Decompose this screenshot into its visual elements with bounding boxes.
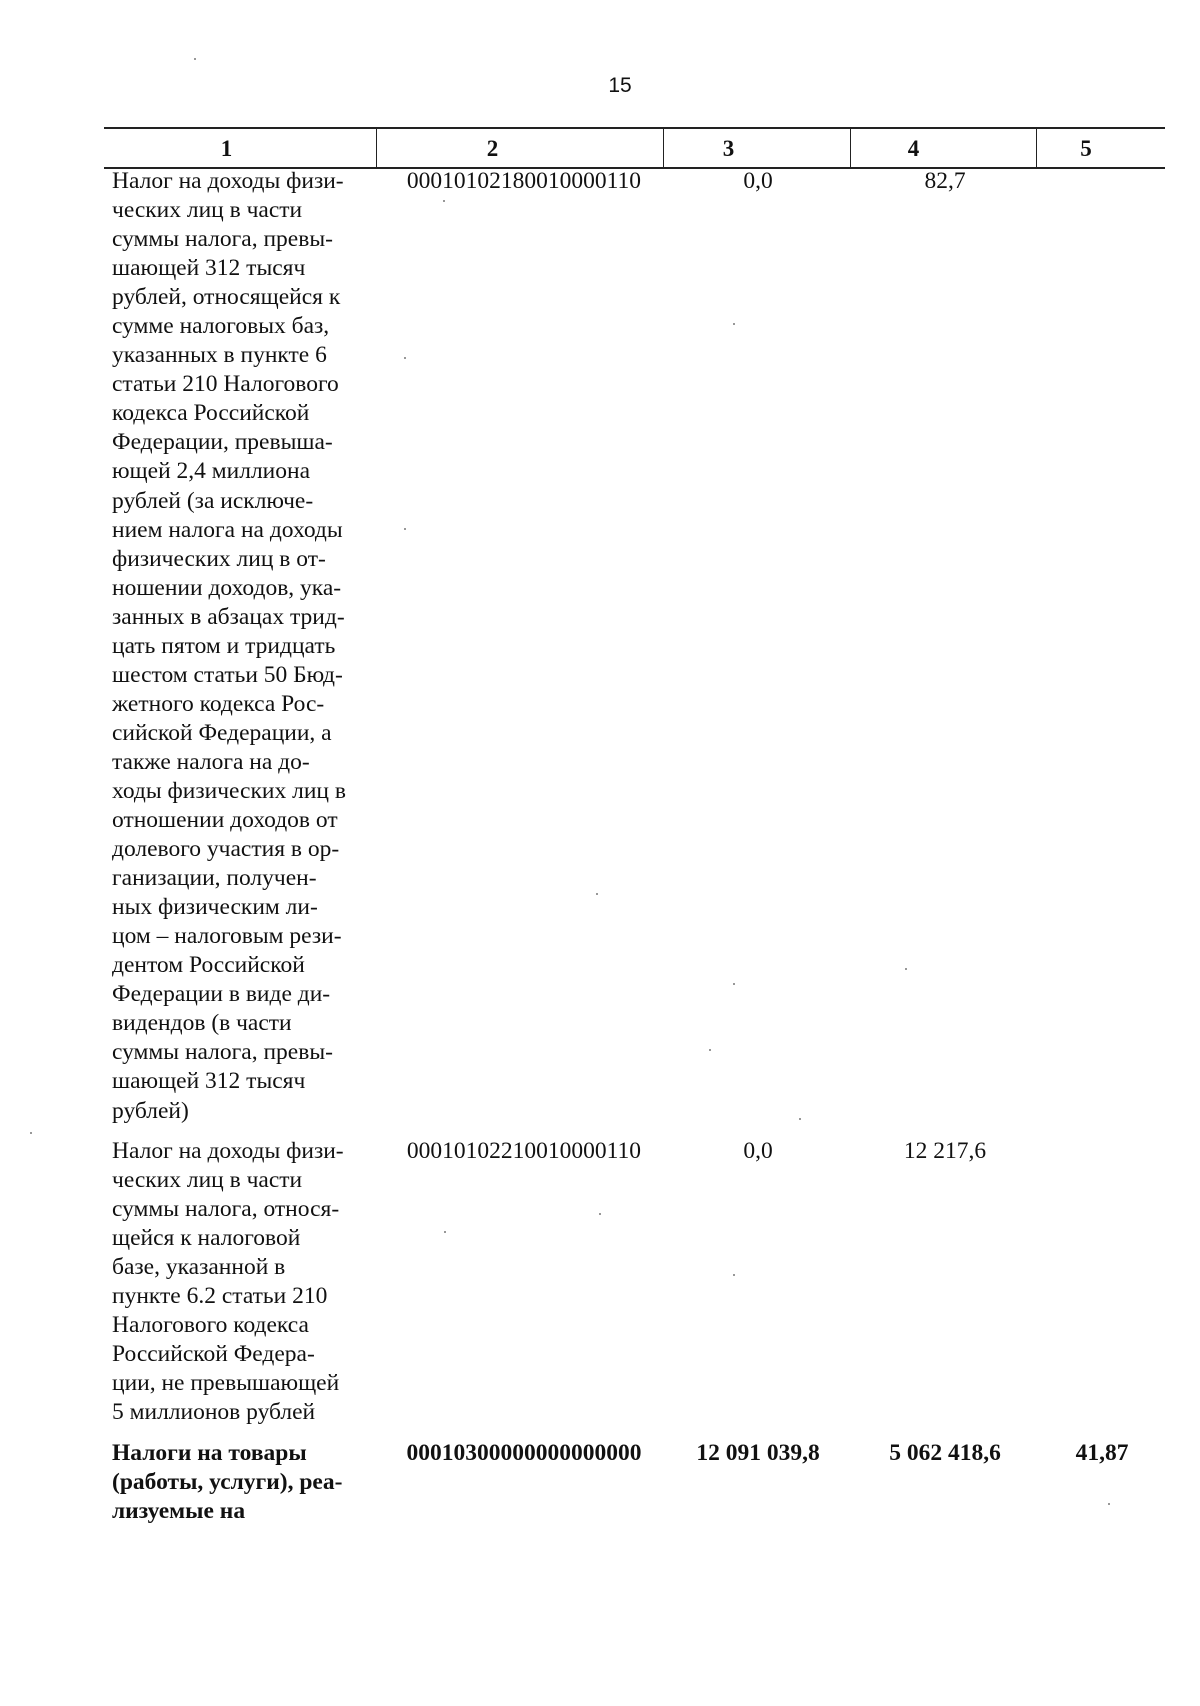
description-line: цать пятом и тридцать <box>112 632 336 659</box>
description-line: ных физическим ли- <box>112 894 318 921</box>
description-line: сумме налоговых баз, <box>112 313 330 340</box>
description-line: (работы, услуги), реа- <box>112 1469 343 1496</box>
description-line: Налогового кодекса <box>112 1312 309 1339</box>
budget-code: 00010102180010000110 <box>406 168 642 194</box>
description-line: кодекса Российской <box>112 400 310 427</box>
description-line: также налога на до- <box>112 748 310 775</box>
description-line: рублей) <box>112 1097 189 1124</box>
description-line: ческих лиц в части <box>112 197 303 224</box>
value-column-3: 12 091 039,8 <box>696 1440 820 1466</box>
value-column-5: 41,87 <box>1075 1440 1129 1466</box>
description-line: указанных в пункте 6 <box>112 342 327 369</box>
column-header-2: 2 <box>486 136 499 161</box>
description-line: физических лиц в от- <box>112 545 326 572</box>
description-line: ганизации, получен- <box>112 865 317 892</box>
scan-speck <box>596 893 598 895</box>
description-line: ходы физических лиц в <box>112 777 346 804</box>
column-header-3: 3 <box>722 136 735 161</box>
description-line: нием налога на доходы <box>112 516 343 543</box>
value-column-3: 0,0 <box>743 168 773 194</box>
column-divider <box>1036 129 1037 167</box>
description-line: базе, указанной в <box>112 1254 286 1281</box>
row-description <box>112 1137 368 1427</box>
value-column-4: 82,7 <box>924 168 966 194</box>
description-line: жетного кодекса Рос- <box>112 690 325 717</box>
description-line: ющей 2,4 миллиона <box>112 458 311 485</box>
description-line: лизуемые на <box>112 1498 246 1525</box>
description-line: сийской Федерации, а <box>112 719 332 746</box>
scan-speck <box>733 323 735 325</box>
description-line: Налоги на товары <box>112 1440 307 1466</box>
description-line: занных в абзацах трид- <box>112 603 345 630</box>
description-line: статьи 210 Налогового <box>112 371 339 398</box>
description-line: шестом статьи 50 Бюд- <box>112 661 343 688</box>
description-line: суммы налога, относя- <box>112 1196 340 1223</box>
scan-speck <box>799 1118 801 1120</box>
description-line: дентом Российской <box>112 952 305 979</box>
description-line: Федерации в виде ди- <box>112 981 331 1008</box>
description-line: цом – налоговым рези- <box>112 923 342 950</box>
scan-speck <box>30 1132 32 1134</box>
column-header-5: 5 <box>1080 136 1092 161</box>
description-line: щейся к налоговой <box>112 1225 301 1252</box>
description-line: ношении доходов, ука- <box>112 574 342 601</box>
value-column-4: 12 217,6 <box>903 1138 987 1164</box>
description-line: Федерации, превыша- <box>112 429 333 456</box>
description-line: шающей 312 тысяч <box>112 1068 306 1095</box>
row-description <box>112 167 368 1126</box>
scan-speck <box>733 1274 735 1276</box>
column-header-4: 4 <box>907 136 920 161</box>
description-line: рублей (за исключе- <box>112 487 314 514</box>
scan-speck <box>599 1213 601 1215</box>
budget-table <box>104 127 1165 1525</box>
scan-speck <box>709 1049 711 1051</box>
column-divider <box>850 129 851 167</box>
description-line: долевого участия в ор- <box>112 836 340 863</box>
scan-speck <box>444 1231 446 1233</box>
budget-code: 00010300000000000000 <box>406 1440 642 1466</box>
column-divider <box>376 129 377 167</box>
description-line: рублей, относящейся к <box>112 284 341 311</box>
description-line: шающей 312 тысяч <box>112 255 306 282</box>
row-description <box>112 1439 368 1526</box>
scan-speck <box>1108 1503 1110 1505</box>
description-line: суммы налога, превы- <box>112 226 333 253</box>
column-divider <box>663 129 664 167</box>
budget-code: 00010102210010000110 <box>406 1138 642 1164</box>
description-line: видендов (в части <box>112 1010 292 1037</box>
description-line: ции, не превышающей <box>112 1370 340 1397</box>
scan-speck <box>733 983 735 985</box>
scan-speck <box>443 200 445 202</box>
column-header-1: 1 <box>220 136 233 161</box>
page-number: 15 <box>608 74 632 97</box>
description-line: суммы налога, превы- <box>112 1039 333 1066</box>
description-line: 5 миллионов рублей <box>112 1399 316 1426</box>
table-header <box>104 127 1165 169</box>
description-line: отношении доходов от <box>112 807 338 834</box>
description-line: Российской Федера- <box>112 1341 315 1368</box>
description-line: ческих лиц в части <box>112 1167 303 1194</box>
description-line: Налог на доходы физи- <box>112 1138 344 1164</box>
value-column-4: 5 062 418,6 <box>889 1440 1001 1466</box>
description-line: Налог на доходы физи- <box>112 168 344 194</box>
value-column-3: 0,0 <box>743 1138 773 1164</box>
scan-speck <box>905 968 907 970</box>
scan-speck <box>404 528 406 530</box>
description-line: пункте 6.2 статьи 210 <box>112 1283 328 1310</box>
scan-speck <box>194 58 196 60</box>
scan-speck <box>404 357 406 359</box>
